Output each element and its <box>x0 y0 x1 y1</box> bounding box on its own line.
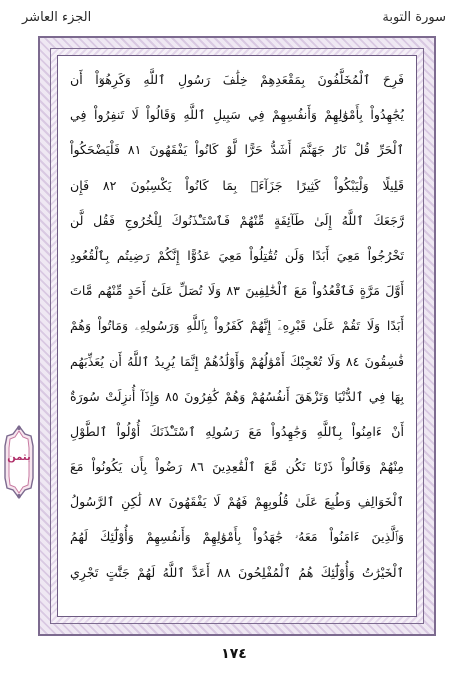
quran-line: أَوَّلَ مَرَّةٍ فَٱقْعُدُواْ مَعَ ٱلْخَٰلِفِينَ ٨٣ وَلَا تُصَلِّ عَلَىٰٓ أَحَدٍ مِّنْهُم مَّاتَ <box>70 283 404 299</box>
surah-name: سورة التوبة <box>382 10 446 25</box>
text-area <box>57 55 417 617</box>
page-number: ١٧٤ <box>221 646 247 662</box>
quran-line: أَبَدًا وَلَا تَقُمْ عَلَىٰ قَبْرِهِۦٓ إِنَّهُمْ كَفَرُواْ بِٱللَّهِ وَرَسُولِهِۦ وَمَاتُواْ وَهُمْ <box>70 318 404 334</box>
quran-line: فَٰسِقُونَ ٨٤ وَلَا تُعْجِبْكَ أَمْوَٰلُهُمْ وَأَوْلَٰدُهُمْ إِنَّمَا يُرِيدُ ٱللَّهُ أَن يُعَذِّبَهُم <box>70 353 404 369</box>
quran-line: ٱلْخَيْرَٰتُ وَأُوْلَٰٓئِكَ هُمُ ٱلْمُفْلِحُونَ ٨٨ أَعَدَّ ٱللَّهُ لَهُمْ جَنَّٰتٍ تَجْرِي <box>70 564 404 580</box>
quran-text <box>70 62 404 610</box>
quran-line: ٱلْخَوَالِفِ وَطُبِعَ عَلَىٰ قُلُوبِهِمْ فَهُمْ لَا يَفْقَهُونَ ٨٧ لَٰكِنِ ٱلرَّسُولُ <box>70 494 404 510</box>
quran-line: تَخْرُجُواْ مَعِيَ أَبَدًا وَلَن تُقَٰتِلُواْ مَعِيَ عَدُوًّا إِنَّكُمْ رَضِيتُم بِٱلْقُعُودِ <box>70 247 404 263</box>
quran-line: مِنْهُمْ وَقَالُواْ ذَرْنَا نَكُن مَّعَ ٱلْقَٰعِدِينَ ٨٦ رَضُواْ بِأَن يَكُونُواْ مَعَ <box>70 459 404 475</box>
hizb-label: بثمن <box>7 452 31 463</box>
quran-line: رَّجَعَكَ ٱللَّهُ إِلَىٰ طَآئِفَةٍ مِّنْهُمْ فَٱسْتَـْٔذَنُوكَ لِلْخُرُوجِ فَقُل لَّن <box>70 212 404 228</box>
quran-line: يُجَٰهِدُواْ بِأَمْوَٰلِهِمْ وَأَنفُسِهِمْ فِي سَبِيلِ ٱللَّهِ وَقَالُواْ لَا تَنفِرُواْ فِي <box>70 107 404 123</box>
quran-line: وَٱلَّذِينَ ءَامَنُواْ مَعَهُۥ جَٰهَدُواْ بِأَمْوَٰلِهِمْ وَأَنفُسِهِمْ وَأُوْلَٰٓئِكَ لَهُمُ <box>70 529 404 545</box>
quran-line: أَنْ ءَامِنُواْ بِٱللَّهِ وَجَٰهِدُواْ مَعَ رَسُولِهِ ٱسْتَـْٔذَنَكَ أُوْلُواْ ٱلطَّوْلِ <box>70 423 404 439</box>
frame-border <box>50 48 424 624</box>
page-header <box>0 8 468 30</box>
juz-name: الجزء العاشر <box>22 10 92 25</box>
quran-line: ٱلْحَرِّ قُلْ نَارُ جَهَنَّمَ أَشَدُّ حَرًّا لَّوْ كَانُواْ يَفْقَهُونَ ٨١ فَلْيَضْحَكُواْ <box>70 142 404 158</box>
ornamental-frame <box>38 36 436 636</box>
quran-line: بِهَا فِي ٱلدُّنْيَا وَتَزْهَقَ أَنفُسُهُمْ وَهُمْ كَٰفِرُونَ ٨٥ وَإِذَآ أُنزِلَتْ سُورَةٌ <box>70 388 404 404</box>
hizb-marker <box>3 424 35 500</box>
quran-line: فَرِحَ ٱلْمُخَلَّفُونَ بِمَقْعَدِهِمْ خِلَٰفَ رَسُولِ ٱللَّهِ وَكَرِهُوٓاْ أَن <box>70 72 404 87</box>
quran-line: قَلِيلًا وَلْيَبْكُواْ كَثِيرًا جَزَآءَۢ بِمَا كَانُواْ يَكْسِبُونَ ٨٢ فَإِن <box>70 177 404 193</box>
